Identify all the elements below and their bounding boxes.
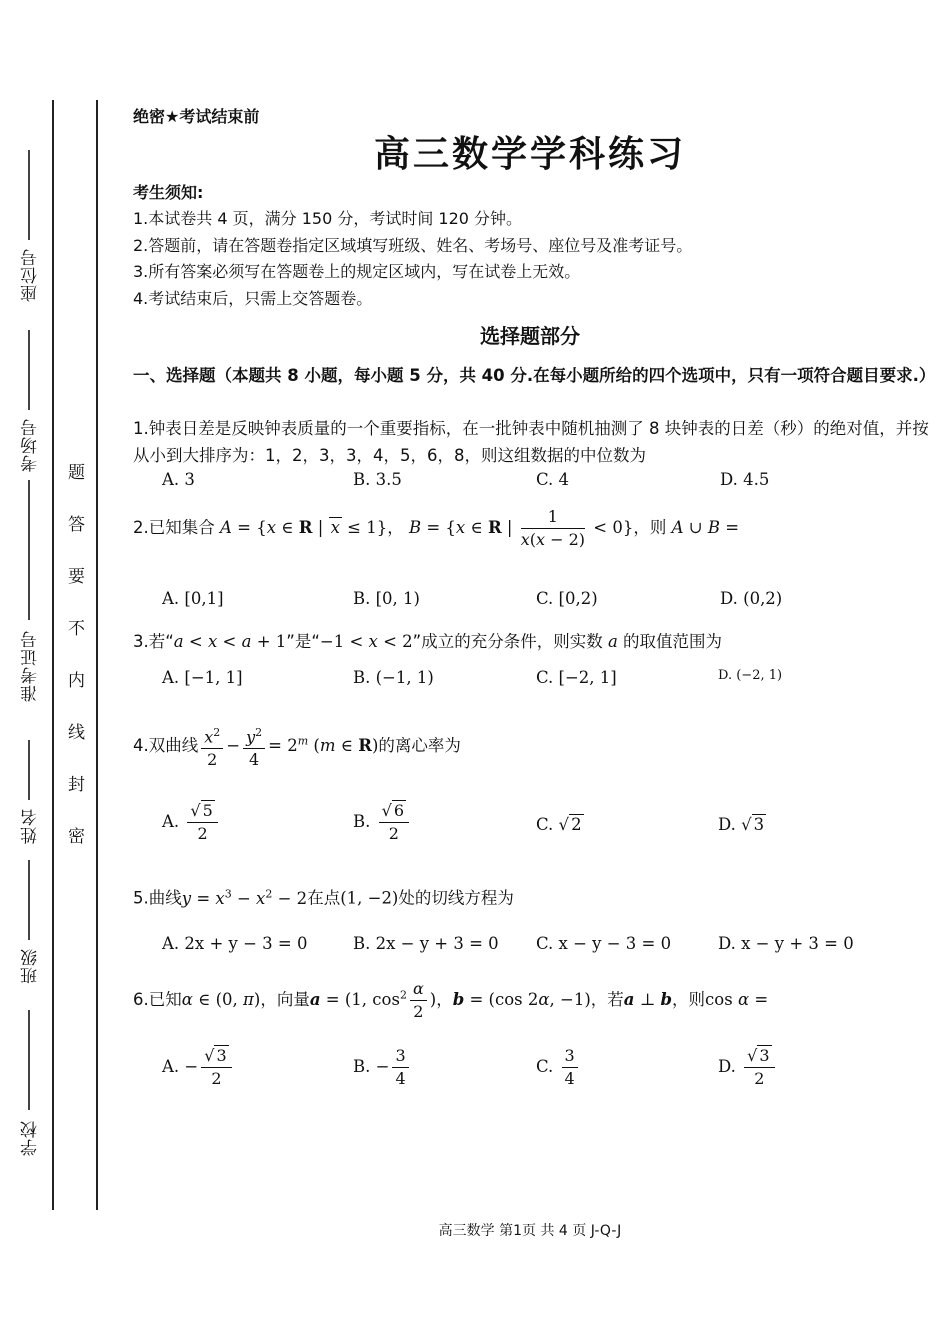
notice-item-4: 4.考试结束后，只需上交答题卷。	[133, 289, 373, 308]
q6-vec-text: ，向量	[260, 990, 310, 1009]
page-title: 高三数学学科练习	[373, 134, 686, 175]
class-label: 班级	[21, 948, 41, 984]
seal-char-mi: 密	[68, 827, 85, 847]
seal-char-ti: 题	[68, 463, 85, 483]
q5-option-d: D. x − y + 3 = 0	[718, 934, 854, 953]
seat-number-label: 座位号	[21, 248, 41, 302]
q1-option-d: D. 4.5	[720, 470, 770, 489]
q2-mid: ，则	[633, 518, 672, 537]
q6-option-b: B. − $\frac{3}{4}$	[353, 1045, 412, 1090]
q6-ze: ，则	[672, 990, 706, 1009]
q4-equation: $\frac{x^2}{2}$ − $\frac{y^2}{4}$ = $2^m$ (m ∈ R)	[198, 736, 378, 755]
q3-option-a: A. [−1, 1]	[162, 668, 243, 687]
exam-room-label: 考场号	[21, 418, 41, 472]
q4-option-d: D. √ 3	[718, 815, 765, 834]
q2-prefix: 2.已知集合	[133, 518, 220, 537]
q5-option-b: B. 2x − y + 3 = 0	[353, 934, 499, 953]
q6-vector-a: a = (1, $\cos^2$ $\frac{\alpha}{2}$ )	[309, 979, 437, 1021]
seal-char-feng: 封	[68, 775, 85, 795]
name-fill-line	[28, 740, 30, 800]
q2-set-a: A = {x ∈ R | x ≤ 1}	[220, 518, 388, 537]
notice-item-2: 2.答题前，请在答题卷指定区域填写班级、姓名、考场号、座位号及准考证号。	[133, 236, 693, 255]
seal-char-bu: 不	[68, 619, 85, 639]
page-footer: 高三数学 第1页 共 4 页 J-Q-J	[438, 1223, 622, 1239]
q1-option-a: A. 3	[162, 470, 195, 489]
q6-option-d-letter: D.	[718, 1057, 736, 1076]
ticket-fill-line	[28, 480, 30, 620]
q6-option-d: D. $\frac{√ 3}{2}$	[718, 1045, 778, 1090]
q5-middle: 在点	[307, 888, 341, 908]
q4-option-c: C. √ 2	[536, 815, 582, 834]
seal-char-yao: 要	[68, 567, 85, 587]
q6-option-b-letter: B.	[353, 1057, 371, 1076]
q5-option-a: A. 2x + y − 3 = 0	[162, 934, 308, 953]
question-1-text: 1.钟表日差是反映钟表质量的一个重要指标，在一批钟表中随机抽测了 8 块钟表的日差（秒）的绝对值，并按从小到大排序为：1，2，3，3，4，5，6，8，则这组数据的中位数为	[133, 419, 929, 465]
question-2: 2.已知集合 A = {x ∈ R | x ≤ 1}， B = {x ∈ R | $\frac{1}{x(x - 2)}$ < 0}，则 A ∪ B =	[133, 507, 740, 549]
q4-option-b-letter: B.	[353, 812, 371, 831]
school-fill-line	[28, 1010, 30, 1110]
q6-perp: a ⊥ b	[623, 990, 673, 1009]
binding-line-outer	[52, 100, 54, 1210]
q2-option-d: D. (0,2)	[720, 589, 783, 608]
q6-option-c-letter: C.	[536, 1057, 554, 1076]
q4-option-d-letter: D.	[718, 815, 736, 834]
q4-option-c-letter: C.	[536, 815, 554, 834]
q6-option-a: A. − $\frac{√ 3}{2}$	[162, 1045, 235, 1090]
q1-option-b: B. 3.5	[353, 470, 402, 489]
q4-prefix: 4.双曲线	[133, 736, 199, 756]
q1-option-c: C. 4	[536, 470, 570, 489]
q6-alpha-range: α ∈ (0, π)	[181, 990, 261, 1009]
q2-option-b: B. [0, 1)	[353, 589, 420, 608]
school-label: 学校	[21, 1120, 41, 1156]
admission-number-label: 准考证号	[21, 630, 41, 702]
q3-option-d: D. (−2, 1)	[718, 668, 783, 683]
q5-prefix: 5.曲线	[133, 888, 182, 908]
q4-option-a-letter: A.	[162, 812, 180, 831]
q2-union: A ∪ B =	[671, 518, 740, 537]
q3-option-c: C. [−2, 1]	[536, 668, 617, 687]
notice-item-1: 1.本试卷共 4 页，满分 150 分，考试时间 120 分钟。	[133, 209, 523, 228]
q3-text-d: 的取值范围为	[617, 632, 723, 651]
q6-ruo: ，若	[590, 990, 624, 1009]
seal-char-xian: 线	[68, 723, 85, 743]
binding-line-inner	[96, 100, 98, 1210]
name-label: 姓名	[21, 808, 41, 844]
notice-heading: 考生须知:	[133, 183, 204, 202]
q4-option-b: B. $\frac{√ 6}{2}$	[353, 800, 412, 845]
q5-point: (1, −2)	[340, 888, 399, 908]
q3-condition-1: a < x < a + 1	[173, 632, 287, 651]
q5-option-c: C. x − y − 3 = 0	[536, 934, 672, 953]
part-heading: 一、选择题（本题共 8 小题，每小题 5 分，共 40 分.在每小题所给的四个选项中，只有一项符合题目要求.）	[133, 366, 936, 385]
q2-option-a: A. [0,1]	[162, 589, 224, 608]
question-4	[133, 722, 933, 771]
q6-option-a-letter: A.	[162, 1057, 180, 1076]
q2-set-b: B = {x ∈ R | $\frac{1}{x(x - 2)}$ < 0}	[408, 507, 634, 549]
q6-vector-b: b = (cos 2α, −1)	[452, 990, 591, 1009]
q2-option-c: C. [0,2)	[536, 589, 598, 608]
q3-text-a: 3.若“	[133, 632, 174, 651]
secret-mark: 绝密★考试结束前	[133, 107, 260, 126]
q3-condition-2: −1 < x < 2	[319, 632, 413, 651]
q4-suffix: 的离心率为	[378, 736, 461, 756]
class-fill-line	[28, 860, 30, 940]
section-title: 选择题部分	[480, 324, 580, 348]
q3-text-b: ”是“	[286, 632, 320, 651]
q3-text-c: ”成立的充分条件，则实数	[412, 632, 608, 651]
notice-item-3: 3.所有答案必须写在答题卷上的规定区域内，写在试卷上无效。	[133, 262, 581, 281]
question-6: 6.已知α ∈ (0, π)，向量a = (1, $\cos^2$ $\frac{\alpha}{2}$ )，b = (cos 2α, −1)，若a ⊥ b，则cos α =	[133, 979, 769, 1021]
q3-var-a: a	[607, 632, 618, 651]
seal-char-da: 答	[68, 515, 85, 535]
q6-option-c: C. $\frac{3}{4}$	[536, 1045, 581, 1090]
question-5	[133, 880, 933, 912]
q5-curve: $y = x^3 - x^2 - 2$	[181, 887, 308, 908]
q5-suffix: 处的切线方程为	[398, 888, 514, 908]
q6-prefix: 6.已知	[133, 990, 182, 1009]
q3-option-b: B. (−1, 1)	[353, 668, 434, 687]
seal-char-nei: 内	[68, 671, 85, 691]
q6-cos: cos α =	[705, 990, 769, 1009]
question-3	[133, 628, 933, 655]
q4-option-a: A. $\frac{√ 5}{2}$	[162, 800, 221, 845]
